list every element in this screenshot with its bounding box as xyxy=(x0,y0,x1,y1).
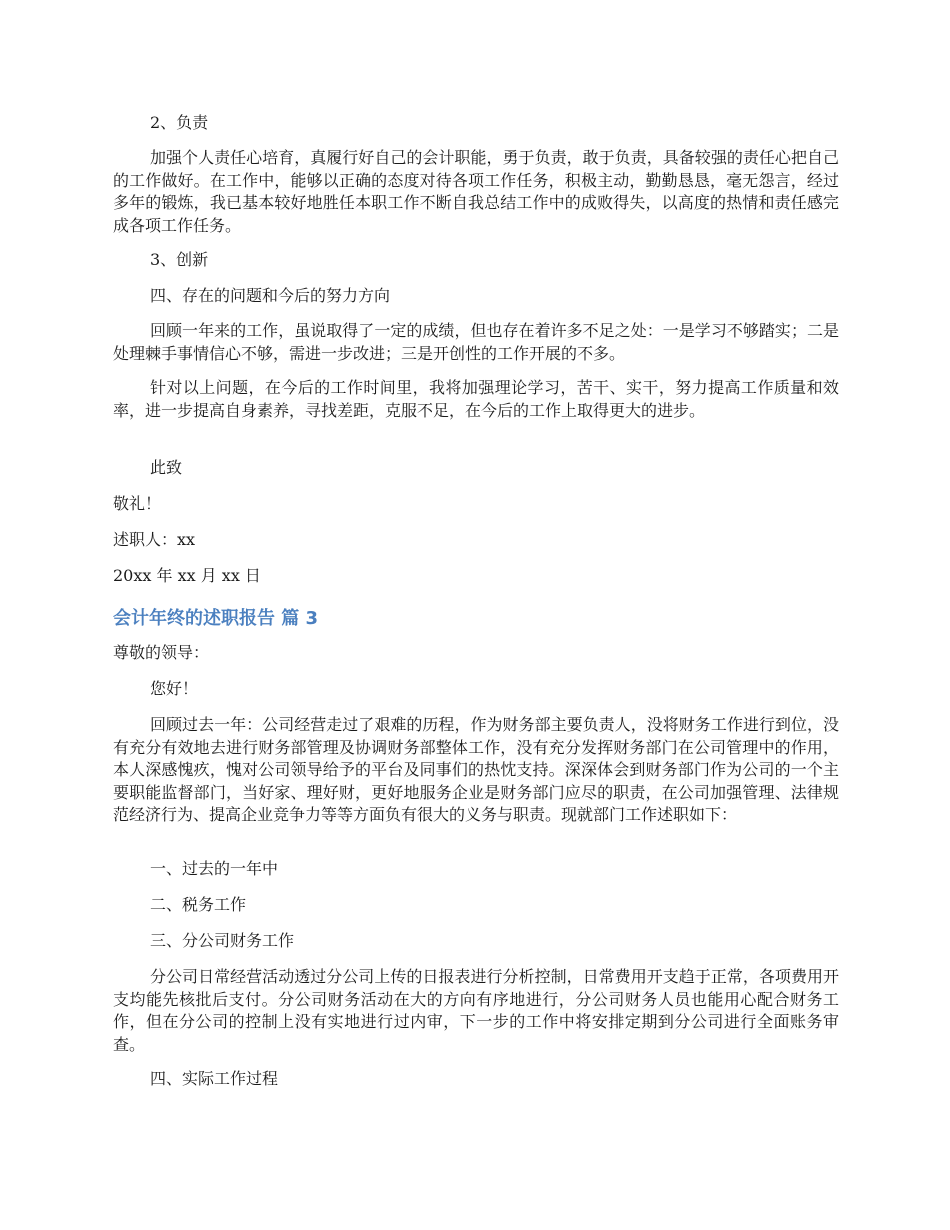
paragraph-plan: 针对以上问题，在今后的工作时间里，我将加强理论学习，苦干、实干，努力提高工作质量和效率，进一步提高自身素养，寻找差距，克服不足，在今后的工作上取得更大的进步。 xyxy=(113,378,839,420)
paragraph-branch: 分公司日常经营活动透过分公司上传的日报表进行分析控制，日常费用开支趋于正常，各项费用开支均能先核批后支付。分公司财务活动在大的方向有序地进行，分公司财务人员也能用心配合财务工作，但在分公司的控制上没有实地进行过内审，下一步的工作中将安排定期到分公司进行全面账务审查。 xyxy=(113,967,839,1054)
section-problems: 四、存在的问题和今后的努力方向 xyxy=(150,286,391,305)
signature-reporter: 述职人：xx xyxy=(113,530,196,549)
item-tax: 二、税务工作 xyxy=(150,895,247,914)
item-actual-process: 四、实际工作过程 xyxy=(150,1069,279,1088)
closing-jingli: 敬礼！ xyxy=(113,494,162,513)
paragraph-responsibility: 加强个人责任心培育，真履行好自己的会计职能，勇于负责，敢于负责，具备较强的责任心把自己的工作做好。在工作中，能够以正确的态度对待各项工作任务，积极主动，勤勤恳恳，毫无怨言，经过多年的锻炼，我已基本较好地胜任本职工作不断自我总结工作中的成败得失，以高度的热情和责任感完成各项工作任务。 xyxy=(113,148,839,235)
section-heading: 会计年终的述职报告 篇 3 xyxy=(113,608,319,629)
paragraph-review: 回顾一年来的工作，虽说取得了一定的成绩，但也存在着许多不足之处：一是学习不够踏实；二是处理棘手事情信心不够，需进一步改进；三是开创性的工作开展的不多。 xyxy=(113,321,839,363)
paragraph-past-year: 回顾过去一年：公司经营走过了艰难的历程，作为财务部主要负责人，没将财务工作进行到位，没有充分有效地去进行财务部管理及协调财务部整体工作，没有充分发挥财务部门在公司管理中的作用，本人深感愧疚，愧对公司领导给予的平台及同事们的热忱支持。深深体会到财务部门作为公司的一个主要职能监督部门，当好家、理好财，更好地服务企业是财务部门应尽的职责，在公司加强管理、法律规范经济行为、提高企业竞争力等等方面负有很大的义务与职责。现就部门工作述职如下： xyxy=(113,715,839,824)
item-responsibility: 2、负责 xyxy=(150,113,209,132)
greeting: 您好！ xyxy=(150,679,199,698)
item-innovation: 3、创新 xyxy=(150,250,209,269)
signature-date: 20xx 年 xx 月 xx 日 xyxy=(113,566,261,585)
salutation: 尊敬的领导： xyxy=(113,643,210,662)
item-branch-finance: 三、分公司财务工作 xyxy=(150,931,295,950)
item-past-year: 一、过去的一年中 xyxy=(150,859,279,878)
closing-cizhi: 此致 xyxy=(150,458,183,477)
